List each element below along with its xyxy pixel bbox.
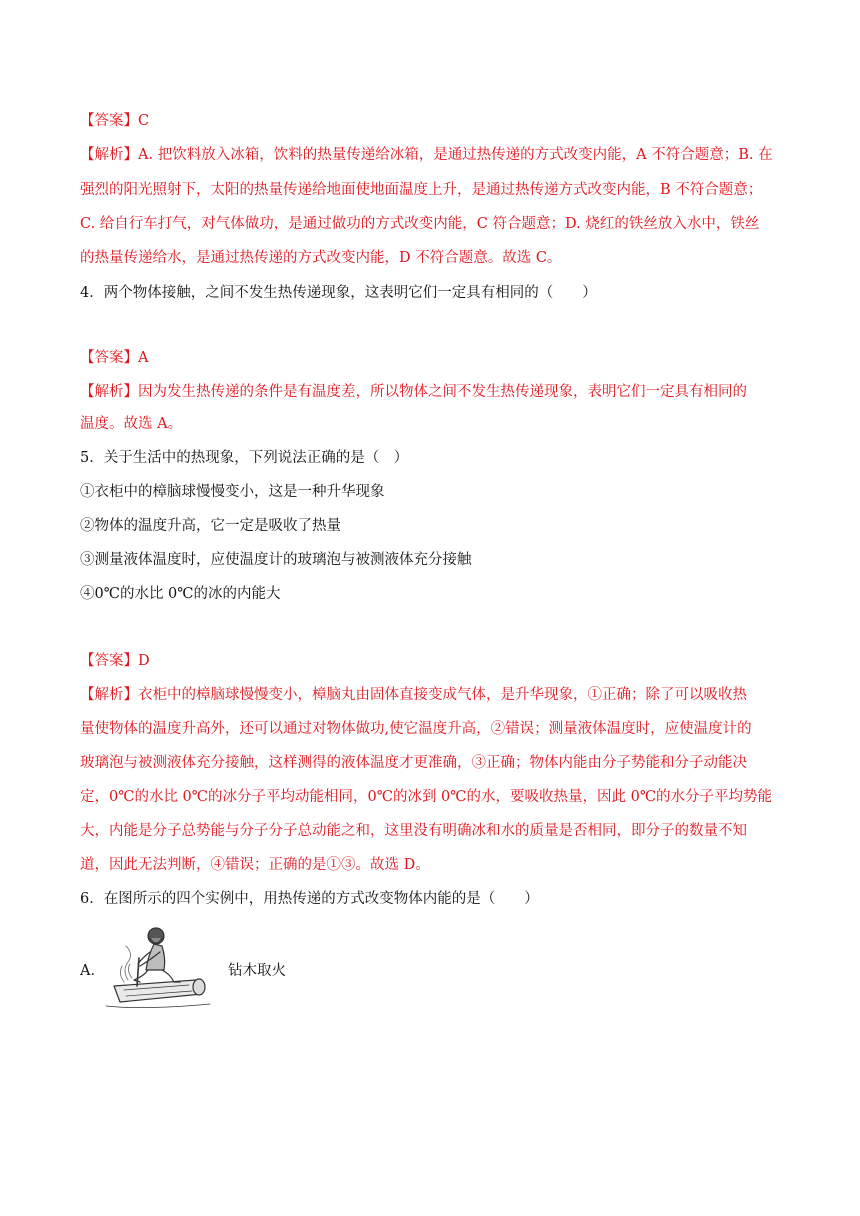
question-6-option-a-label: A． bbox=[80, 963, 105, 979]
answer-value: D bbox=[138, 653, 150, 669]
question-5-stem: 5．关于生活中的热现象，下列说法正确的是（ ） bbox=[80, 450, 409, 466]
answer-value: C bbox=[138, 113, 150, 129]
analysis-5-line-4: 定，0℃的水比 0℃的冰分子平均动能相同，0℃的冰到 0℃的水，要吸收热量，因此 0℃的水分子平均势能 bbox=[80, 789, 773, 805]
analysis-5-line-6: 道，因此无法判断，④错误；正确的是①③。故选 D。 bbox=[80, 857, 430, 873]
question-5-statement-3: ③测量液体温度时，应使温度计的玻璃泡与被测液体充分接触 bbox=[80, 552, 472, 568]
question-5-statement-1: ①衣柜中的樟脑球慢慢变小，这是一种升华现象 bbox=[80, 484, 385, 500]
answer-5 bbox=[80, 651, 780, 671]
analysis-5-line-5: 大，内能是分子总势能与分子分子总动能之和，这里没有明确冰和水的质量是否相同，即分子的数量不知 bbox=[80, 823, 747, 839]
analysis-4-line-2: 温度。故选 A。 bbox=[80, 416, 183, 432]
answer-label: 【答案】 bbox=[80, 113, 138, 129]
analysis-5-line-1: 【解析】衣柜中的樟脑球慢慢变小，樟脑丸由固体直接变成气体，是升华现象，①正确；除了可以吸收热 bbox=[80, 687, 747, 703]
question-5-statement-4: ④0℃的水比 0℃的冰的内能大 bbox=[80, 586, 281, 602]
analysis-4-line-1: 【解析】因为发生热传递的条件是有温度差，所以物体之间不发生热传递现象，表明它们一定具有相同的 bbox=[80, 384, 747, 400]
analysis-3-line-2: 强烈的阳光照射下，太阳的热量传递给地面使地面温度上升，是通过热传递方式改变内能，B 不符合题意； bbox=[80, 182, 763, 198]
analysis-3-line-4: 的热量传递给水，是通过热传递的方式改变内能，D 不符合题意。故选 C。 bbox=[80, 250, 562, 266]
question-6-stem: 6．在图所示的四个实例中，用热传递的方式改变物体内能的是（ ） bbox=[80, 891, 539, 907]
question-5-statement-2: ②物体的温度升高，它一定是吸收了热量 bbox=[80, 518, 341, 534]
answer-3 bbox=[80, 111, 780, 131]
option-a-caption: 钻木取火 bbox=[228, 963, 286, 979]
question-4-stem: 4．两个物体接触，之间不发生热传递现象，这表明它们一定具有相同的（ ） bbox=[80, 285, 597, 301]
answer-value: A bbox=[138, 350, 149, 366]
answer-4 bbox=[80, 348, 780, 368]
analysis-3-line-1: 【解析】A. 把饮料放入冰箱，饮料的热量传递给冰箱，是通过热传递的方式改变内能，A 不符合题意；B. 在 bbox=[80, 147, 773, 163]
answer-label: 【答案】 bbox=[80, 350, 138, 366]
analysis-5-line-3: 玻璃泡与被测液体充分接触，这样测得的液体温度才更准确，③正确；物体内能由分子势能和分子动能决 bbox=[80, 755, 747, 771]
answer-label: 【答案】 bbox=[80, 653, 138, 669]
analysis-5-line-2: 量使物体的温度升高外，还可以通过对物体做功,使它温度升高，②错误；测量液体温度时，应使温度计的 bbox=[80, 721, 752, 737]
analysis-3-line-3: C. 给自行车打气，对气体做功，是通过做功的方式改变内能，C 符合题意；D. 烧红的铁丝放入水中，铁丝 bbox=[80, 216, 760, 232]
fire-drilling-illustration bbox=[104, 924, 214, 1014]
